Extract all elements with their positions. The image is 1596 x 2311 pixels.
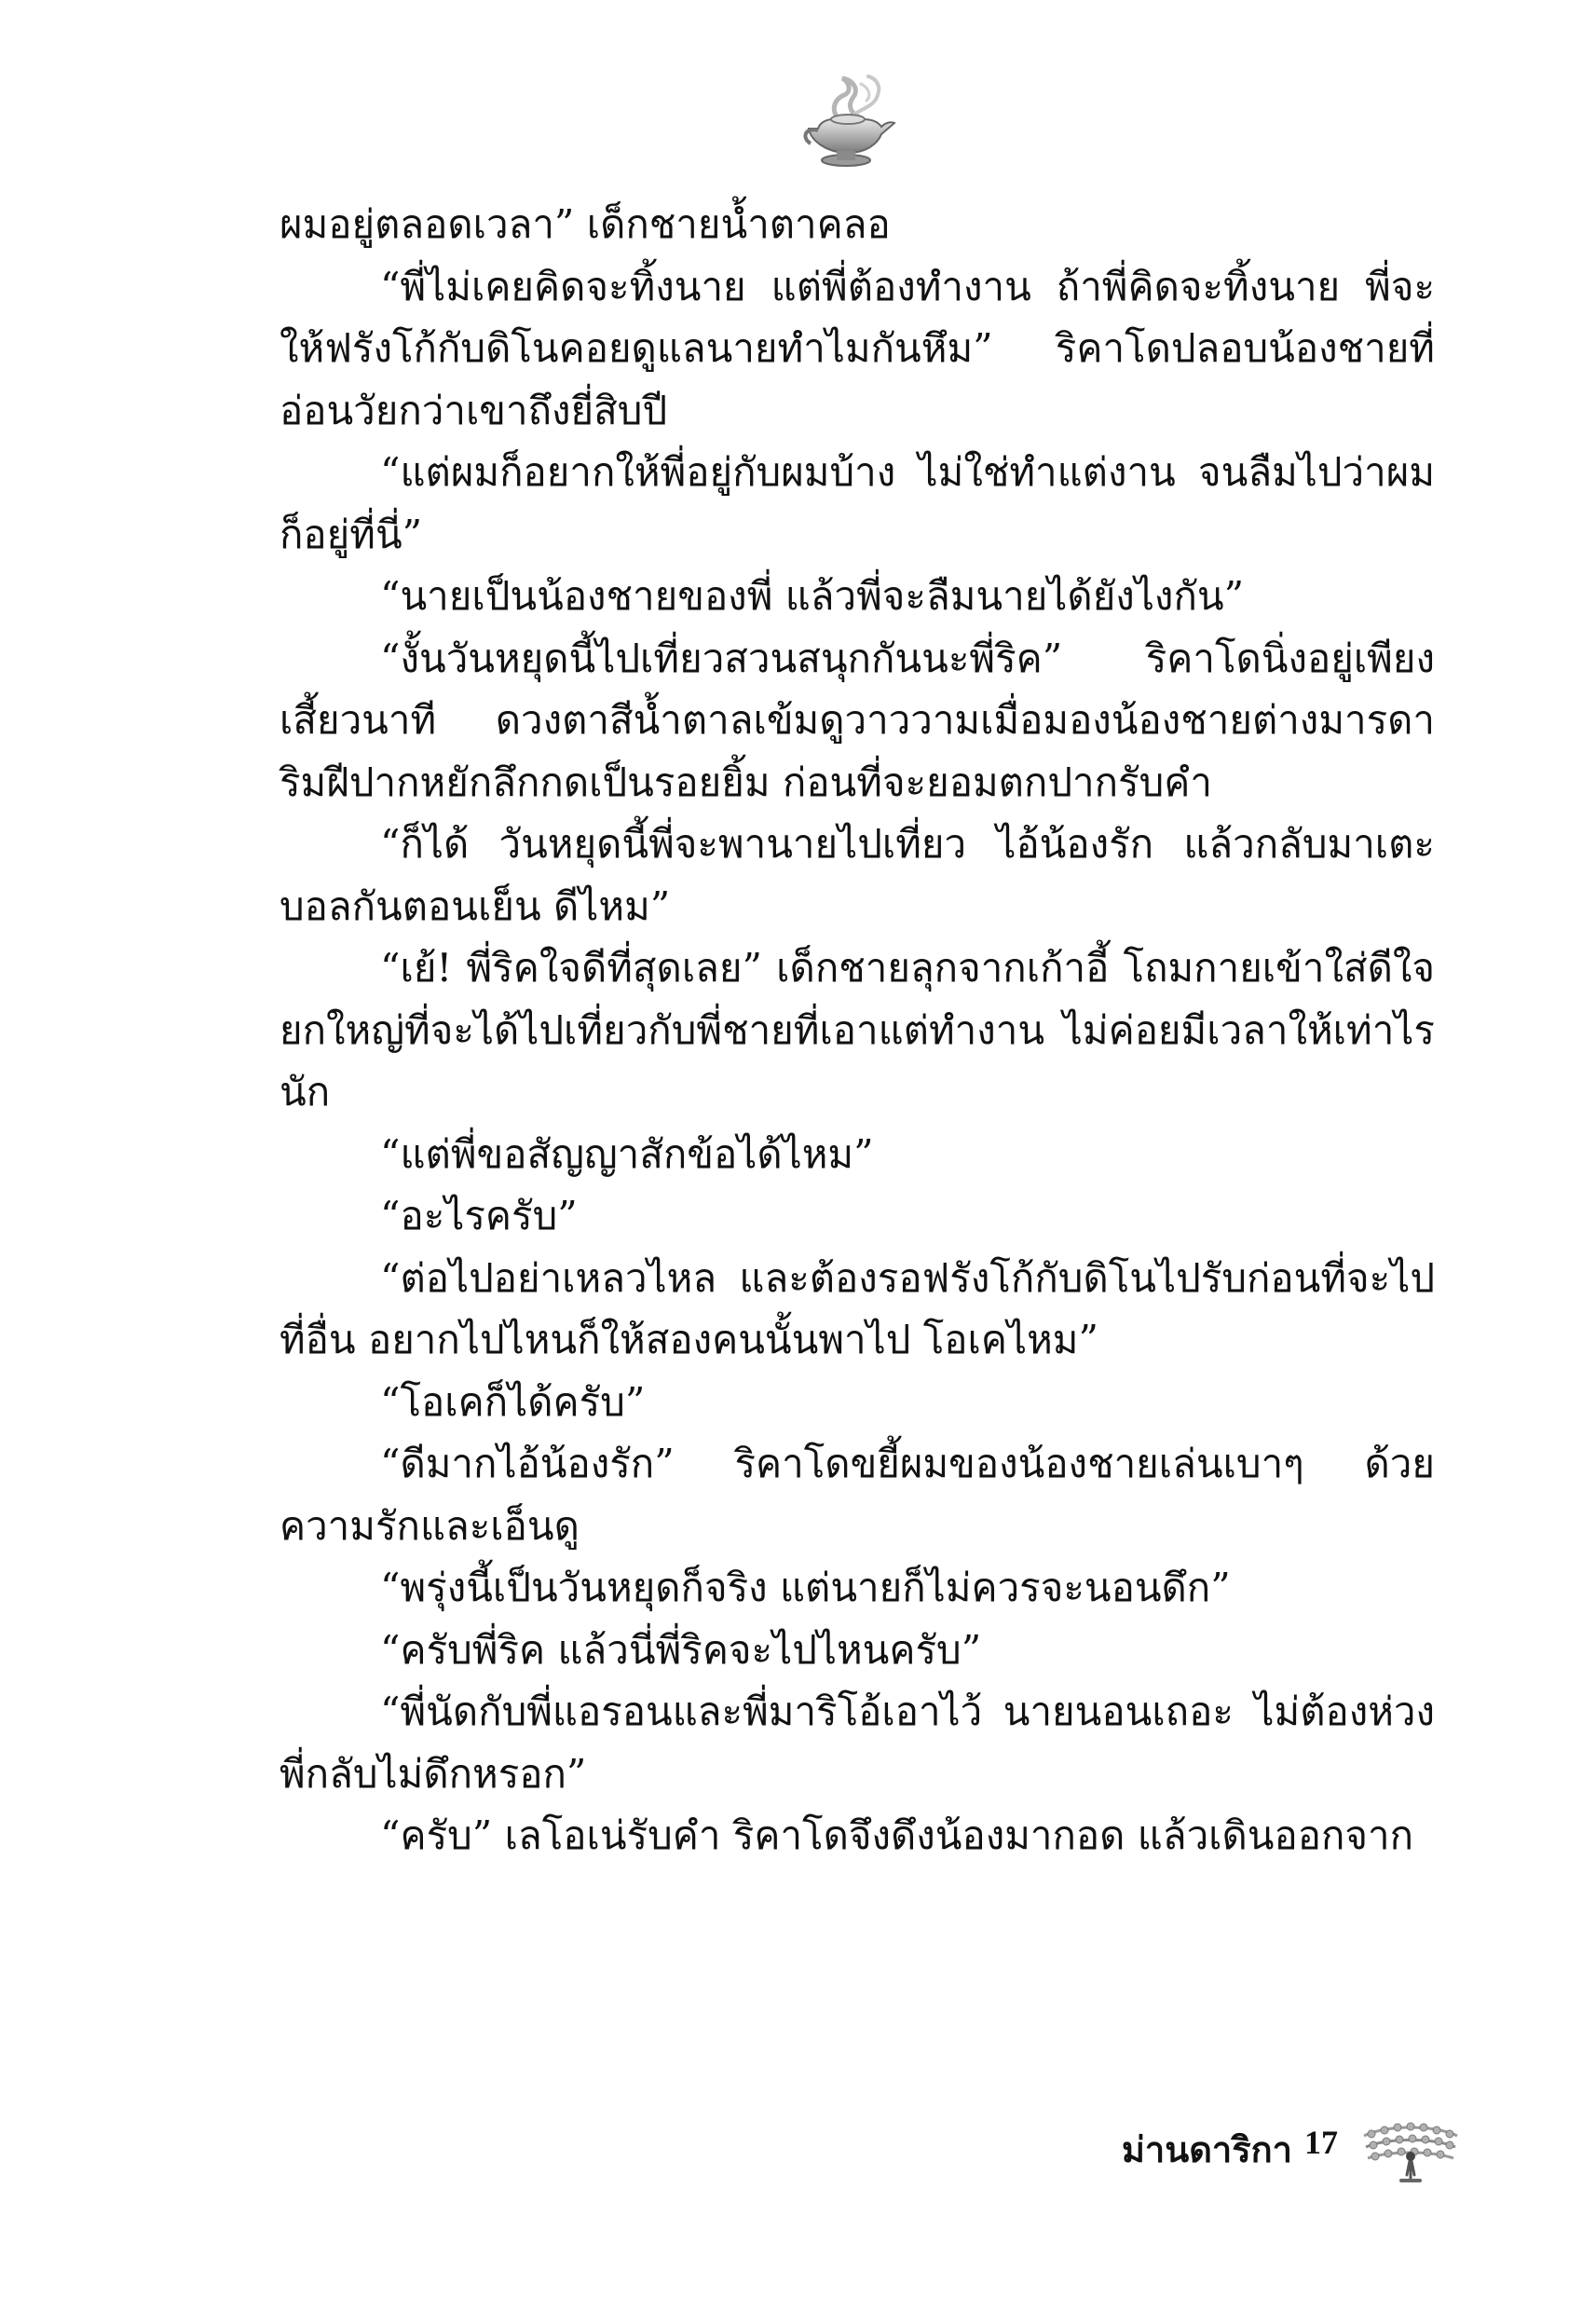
paragraph: “อะไรครับ” bbox=[380, 1193, 578, 1238]
paragraph: “โอเคก็ได้ครับ” bbox=[380, 1378, 646, 1425]
paragraph: “ครับพี่ริค แล้วนี่พี่ริคจะไปไหนครับ” bbox=[380, 1626, 982, 1673]
paragraph: ผมอยู่ตลอดเวลา” เด็กชายน้ำตาคลอ bbox=[280, 201, 891, 247]
genie-lamp-icon bbox=[792, 67, 904, 179]
paragraph: “พี่ไม่เคยคิดจะทิ้งนาย แต่พี่ต้องทำงาน ถ้าพี่คิดจะทิ้งนาย พี่จะให้ฟรังโก้กับดิโนคอยดูแลนายทำไมกันหึม” ริคาโดปลอบน้องชายที่อ่อนวัยกว่าเขาถึงยี่สิบปี bbox=[280, 263, 1435, 433]
paragraph: “นายเป็นน้องชายของพี่ แล้วพี่จะลืมนายได้ยังไงกัน” bbox=[380, 573, 1245, 619]
paragraph: “พี่นัดกับพี่แอรอนและพี่มาริโอ้เอาไว้ นายนอนเถอะ ไม่ต้องห่วงพี่กลับไม่ดึกหรอก” bbox=[280, 1689, 1435, 1797]
body-text bbox=[280, 194, 1435, 1867]
page-number: 17 bbox=[1304, 2124, 1338, 2161]
paragraph: “เย้! พี่ริคใจดีที่สุดเลย” เด็กชายลุกจากเก้าอี้ โถมกายเข้าใส่ดีใจยกใหญ่ที่จะได้ไปเที่ยวกับพี่ชายที่เอาแต่ทำงาน ไม่ค่อยมีเวลาให้เท่าไรนัก bbox=[280, 945, 1435, 1114]
paragraph: “ครับ” เลโอเน่รับคำ ริคาโดจึงดึงน้องมากอด แล้วเดินออกจาก bbox=[380, 1812, 1414, 1858]
ornament-icon bbox=[1358, 2115, 1463, 2194]
paragraph: “งั้นวันหยุดนี้ไปเที่ยวสวนสนุกกันนะพี่ริค” ริคาโดนิ่งอยู่เพียงเสี้ยวนาที ดวงตาสีน้ำตาลเข้มดูวาววามเมื่อมองน้องชายต่างมารดา ริมฝีปากหยักลึกกดเป็นรอยยิ้ม ก่อนที่จะยอมตกปากรับคำ bbox=[280, 635, 1435, 805]
paragraph: “ก็ได้ วันหยุดนี้พี่จะพานายไปเที่ยว ไอ้น้องรัก แล้วกลับมาเตะบอลกันตอนเย็น ดีไหม” bbox=[280, 821, 1435, 929]
paragraph: “ต่อไปอย่าเหลวไหล และต้องรอฟรังโก้กับดิโนไปรับก่อนที่จะไปที่อื่น อยากไปไหนก็ให้สองคนนั้นพาไป โอเคไหม” bbox=[280, 1254, 1435, 1362]
paragraph: “แต่ผมก็อยากให้พี่อยู่กับผมบ้าง ไม่ใช่ทำแต่งาน จนลืมไปว่าผมก็อยู่ที่นี่” bbox=[280, 449, 1435, 557]
paragraph: “ดีมากไอ้น้องรัก” ริคาโดขยี้ผมของน้องชายเล่นเบาๆ ด้วยความรักและเอ็นดู bbox=[280, 1441, 1435, 1549]
book-title: ม่านดาริกา bbox=[1121, 2128, 1292, 2170]
paragraph: “แต่พี่ขอสัญญาสักข้อได้ไหม” bbox=[380, 1130, 874, 1177]
page-footer bbox=[1071, 2115, 1463, 2199]
paragraph: “พรุ่งนี้เป็นวันหยุดก็จริง แต่นายก็ไม่ควรจะนอนดึก” bbox=[380, 1565, 1231, 1610]
